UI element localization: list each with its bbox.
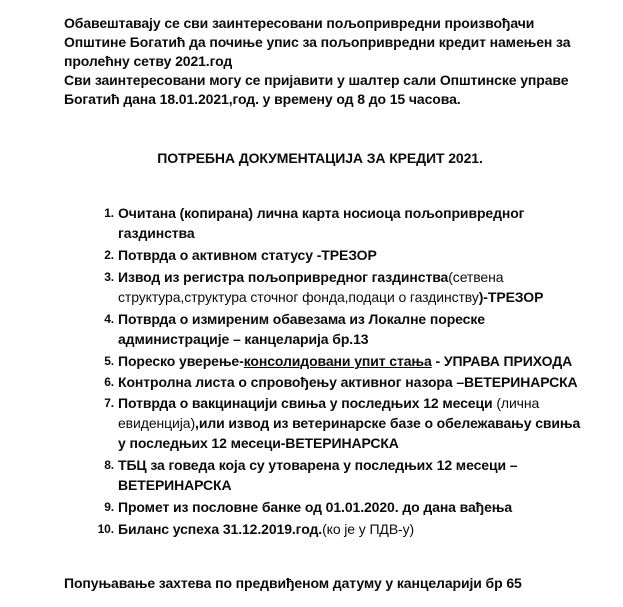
item-text-line xyxy=(118,519,590,539)
item-text: администрације – канцеларија бр.13 xyxy=(118,331,369,347)
document-item-2 xyxy=(90,245,590,265)
item-number: 2. xyxy=(104,248,114,262)
item-number: 8. xyxy=(104,458,114,472)
item-text: )-ТРЕЗОР xyxy=(478,289,544,305)
documentation-heading: ПОТРЕБНА ДОКУМЕНТАЦИЈА ЗА КРЕДИТ 2021. xyxy=(157,150,483,166)
item-text: Пореско уверење- xyxy=(118,353,244,369)
item-number: 10. xyxy=(97,522,114,536)
item-text: ВЕТЕРИНАРСКА xyxy=(118,477,232,493)
item-text: у последњих 12 месеци-ВЕТЕРИНАРСКА xyxy=(118,435,399,451)
document-item-7 xyxy=(90,393,590,453)
footer-note: Попуњавање захтева по предвиђеном датуму у канцеларији бр 65 xyxy=(64,575,522,591)
intro-line: Обавештавају се сви заинтересовани пољопривредни произвођачи xyxy=(64,15,535,31)
item-number: 4. xyxy=(104,312,114,326)
item-text-normal: (ко је у ПДВ-у) xyxy=(322,521,415,537)
item-number: 1. xyxy=(104,206,114,220)
item-text-line xyxy=(118,413,590,433)
item-text-line xyxy=(118,267,590,287)
item-text: Потврда о измиреним обавезама из Локалне пореске xyxy=(118,311,485,327)
item-number: 6. xyxy=(104,375,114,389)
document-item-1 xyxy=(90,203,590,243)
intro-line: Сви заинтересовани могу се пријавити у шалтер сали Општинске управе xyxy=(64,72,569,88)
document-item-3 xyxy=(90,267,590,307)
intro-line: пролећну сетву 2021.год xyxy=(64,53,233,69)
document-item-8 xyxy=(90,455,590,495)
item-text: Потврда о вакцинацији свиња у последњих 12 месеци xyxy=(118,395,497,411)
document-item-6 xyxy=(90,372,590,392)
item-text: - УПРАВА ПРИХОДА xyxy=(431,353,573,369)
item-number: 5. xyxy=(104,354,114,368)
announcement-intro xyxy=(64,14,612,109)
intro-line: Општине Богатић да почиње упис за пољопривредни кредит намењен за xyxy=(64,34,571,50)
item-text-normal: (лична xyxy=(496,395,540,411)
item-text: ТБЦ за говеда која су утоварена у последњих 12 месеци – xyxy=(118,457,518,473)
document-item-5 xyxy=(90,351,590,371)
item-number: 7. xyxy=(104,396,114,410)
item-text-line xyxy=(118,351,590,371)
intro-line: Богатић дана 18.01.2021,год. у времену од 8 до 15 часова. xyxy=(64,91,461,107)
document-item-4 xyxy=(90,309,590,349)
document-item-10 xyxy=(90,519,590,539)
item-text-normal: (сетвена xyxy=(448,269,504,285)
item-text: Контролна листа о спровођењу активног назора –ВЕТЕРИНАРСКА xyxy=(118,374,578,390)
item-text-normal: евиденција) xyxy=(118,415,196,431)
item-text: Потврда о активном статусу -ТРЕЗОР xyxy=(118,247,377,263)
item-text: газдинства xyxy=(118,225,195,241)
item-number: 9. xyxy=(104,500,114,514)
item-text-underlined: консолидовани упит стања xyxy=(243,353,432,369)
item-text: Извод из регистра пољопривредног газдинства xyxy=(118,269,449,285)
item-number: 3. xyxy=(104,270,114,284)
item-text: Биланс успеха 31.12.2019.год. xyxy=(118,521,323,537)
item-text: Промет из пословне банке од 01.01.2020. до дана вађења xyxy=(118,499,513,515)
item-text-line xyxy=(118,393,590,413)
item-text-normal: структура,структура сточног фонда,подаци о газдинству xyxy=(118,289,479,305)
item-text: ,или извод из ветеринарске базе о обележавању свиња xyxy=(195,415,581,431)
document-item-9 xyxy=(90,497,590,517)
item-text-line xyxy=(118,287,590,307)
required-documents-list xyxy=(90,203,590,539)
item-text: Очитана (копирана) лична карта носиоца пољопривредног xyxy=(118,205,525,221)
